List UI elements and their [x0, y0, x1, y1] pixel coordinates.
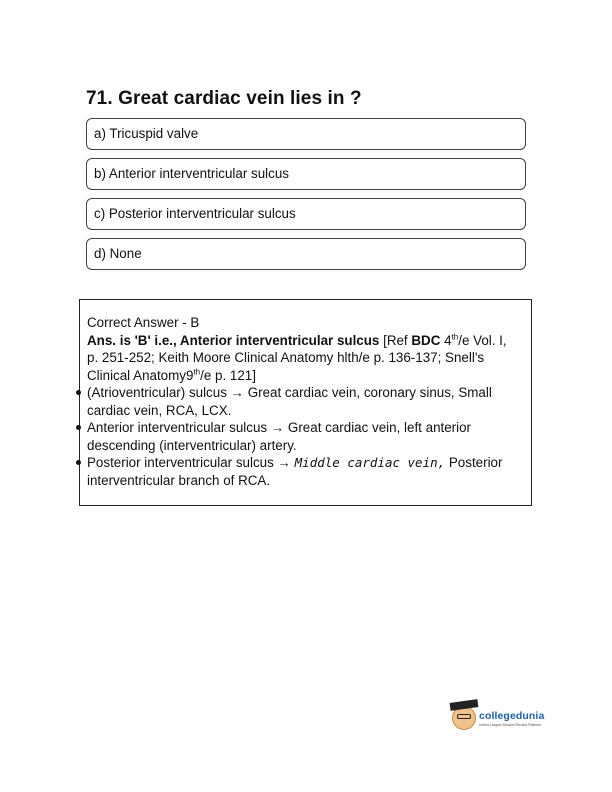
answer-bold-statement: Ans. is 'B' i.e., Anterior interventricular sulcus — [87, 332, 380, 348]
option-b[interactable]: b) Anterior interventricular sulcus — [86, 158, 526, 190]
logo-tagline: India's Largest Student Review Platform — [479, 722, 542, 727]
list-item — [87, 419, 517, 454]
answer-reference — [87, 332, 517, 385]
logo-name: collegedunia — [479, 709, 545, 722]
list-item — [87, 454, 517, 489]
bullet-icon — [76, 390, 81, 395]
option-c[interactable]: c) Posterior interventricular sulcus — [86, 198, 526, 230]
ref-sup-1: th — [451, 332, 459, 342]
ref-sup-2: th — [193, 367, 201, 377]
sulcus-list — [87, 384, 517, 489]
bullet-text: (Atrioventricular) sulcus → Great cardiac vein, coronary sinus, Small cardiac vein, RCA, LCX. — [87, 385, 492, 418]
answer-explanation — [87, 314, 517, 489]
bullet-italic-text: Middle cardiac vein, — [294, 455, 446, 470]
mascot-icon — [452, 706, 476, 730]
ref-bdc-edition: 4 — [440, 332, 452, 348]
ref-bdc: BDC — [411, 332, 441, 348]
bullet-text-tail: Posterior interventricular branch of RCA. — [87, 455, 503, 488]
bullet-text: Anterior interventricular sulcus → Great cardiac vein, left anterior descending (interventricular) artery. — [87, 420, 472, 453]
collegedunia-logo — [452, 703, 544, 733]
ref-end: /e p. 121] — [200, 367, 256, 383]
correct-answer-line: Correct Answer - B — [87, 315, 200, 330]
bullet-text: Posterior interventricular sulcus → — [87, 455, 295, 470]
question-title: 71. Great cardiac vein lies in ? — [86, 88, 362, 109]
list-item — [87, 384, 517, 419]
bullet-icon — [76, 425, 81, 430]
ref-prefix: [Ref — [379, 332, 412, 348]
option-d[interactable]: d) None — [86, 238, 526, 270]
ref-mid: /e Vol. I, p. 251-252; Keith Moore Clinical Anatomy hlth/e p. 136-137; Snell's Clinical Anatomy9 — [87, 332, 507, 383]
option-a[interactable]: a) Tricuspid valve — [86, 118, 526, 150]
bullet-icon — [76, 460, 81, 465]
